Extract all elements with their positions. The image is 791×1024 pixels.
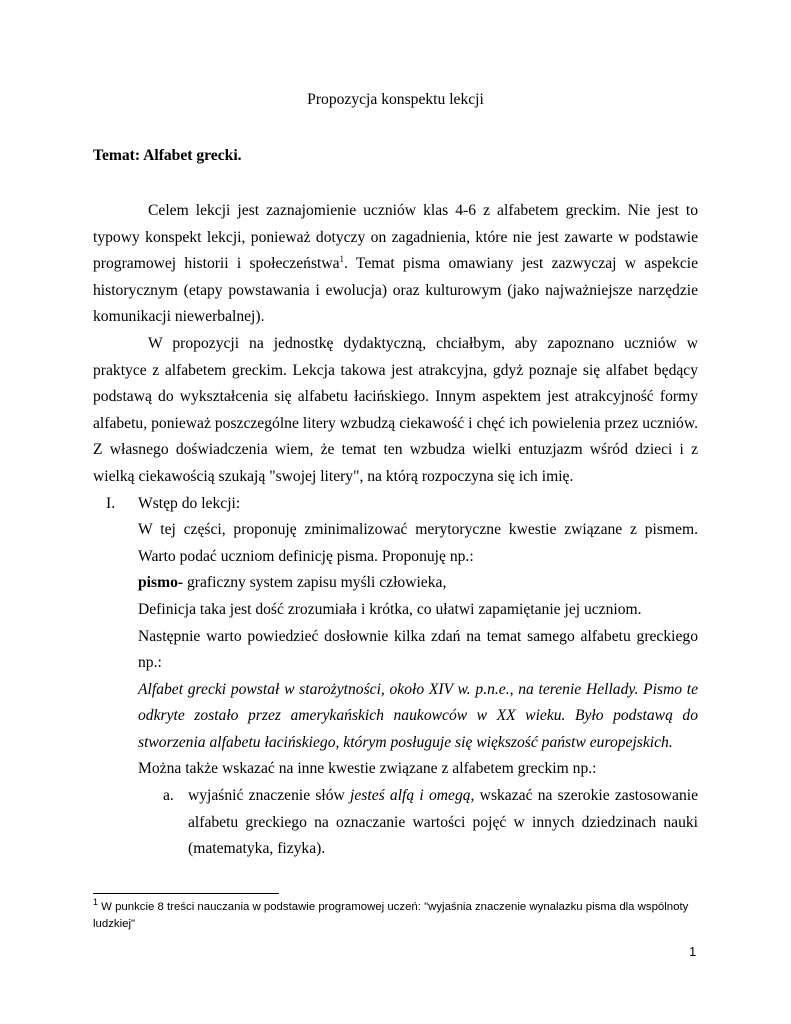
list-item-text xyxy=(188,783,698,863)
section-heading: Wstęp do lekcji: xyxy=(138,494,241,512)
intro-text-continued: . Temat pisma omawiany jest zazwyczaj w aspekcie historycznym (etapy powstawania i ewolucja) oraz kulturowym (jako najważniejsze narzędzie komunikacji niewerbalnej). xyxy=(93,255,698,326)
lesson-topic: Temat: Alfabet grecki. xyxy=(93,147,242,164)
footnote-number: 1 xyxy=(93,897,99,908)
footnote-text: W punkcie 8 treści nauczania w podstawie programowej uczeń: "wyjaśnia znaczenie wynalazku pisma dla wspólnoty ludzkiej" xyxy=(93,901,689,930)
intro-paragraph xyxy=(93,198,698,331)
section-text-other-issues: Można także wskazać na inne kwestie związane z alfabetem greckim np.: xyxy=(138,760,597,778)
list-text-end: wskazać na szerokie zastosowanie alfabetu greckiego na oznaczanie wartości pojęć w innych dziedzinach nauki (matematyka, fizyka). xyxy=(188,787,698,858)
alphabet-history-quote: Alfabet grecki powstał w starożytności, około XIV w. p.n.e., na terenie Hellady. Pismo te odkryte zostało przez amerykańskich naukowców w XX wieku. Było podstawą do stworzenia alfabetu łacińskiego, którym posługuje się większość państw europejskich. xyxy=(138,680,698,751)
page-number: 1 xyxy=(689,944,697,959)
definition-line xyxy=(138,570,698,597)
footnote-reference[interactable]: 1 xyxy=(339,254,345,264)
definition-text: graficzny system zapisu myśli człowieka, xyxy=(183,574,447,592)
footnote-separator xyxy=(93,893,279,894)
list-item-a xyxy=(163,783,698,863)
list-marker: a. xyxy=(163,787,174,805)
document-title: Propozycja konspektu lekcji xyxy=(307,91,484,108)
definition-term: pismo- xyxy=(138,574,184,592)
section-text-definition-note: Definicja taka jest dość zrozumiała i krótka, co ułatwi zapamiętanie jej uczniom. xyxy=(138,600,642,618)
list-text-start: wyjaśnić znaczenie słów xyxy=(188,787,351,805)
section-body xyxy=(138,517,698,863)
section-text-alphabet-intro: Następnie warto powiedzieć dosłownie kilka zdań na temat samego alfabetu greckiego np.: xyxy=(138,627,698,672)
section-introduction xyxy=(93,491,698,863)
intro-text: Celem lekcji jest zaznajomienie uczniów klas 4-6 z alfabetem greckim. Nie jest to typowy konspekt lekcji, ponieważ dotyczy on zagadnienia, które nie jest zawarte w podstawie programowej historii i społeczeństwa xyxy=(93,202,698,273)
section-text-minimize: W tej części, proponuję zminimalizować merytoryczne kwestie związane z pismem. Warto podać uczniom definicję pisma. Proponuję np.: xyxy=(138,521,698,565)
list-text-italic: jesteś alfą i omegą, xyxy=(350,787,475,805)
document-body xyxy=(93,198,698,863)
proposal-paragraph: W propozycji na jednostkę dydaktyczną, chciałbym, aby zapoznano uczniów w praktyce z alfabetem greckim. Lekcja takowa jest atrakcyjna, gdyż poznaje się alfabet będący podstawą do wykształcenia się alfabetu łacińskiego. Innym aspektem jest atrakcyjność formy alfabetu, ponieważ poszczególne litery wzbudzą ciekawość i chęć ich powielenia przez uczniów. Z własnego doświadczenia wiem, że temat ten wzbudza wielki entuzjazm wśród dzieci i z wielką ciekawością szukają "swojej litery", na którą rozpoczyna się ich imię. xyxy=(93,334,698,485)
footnote xyxy=(93,899,698,933)
section-number: I. xyxy=(106,494,116,512)
